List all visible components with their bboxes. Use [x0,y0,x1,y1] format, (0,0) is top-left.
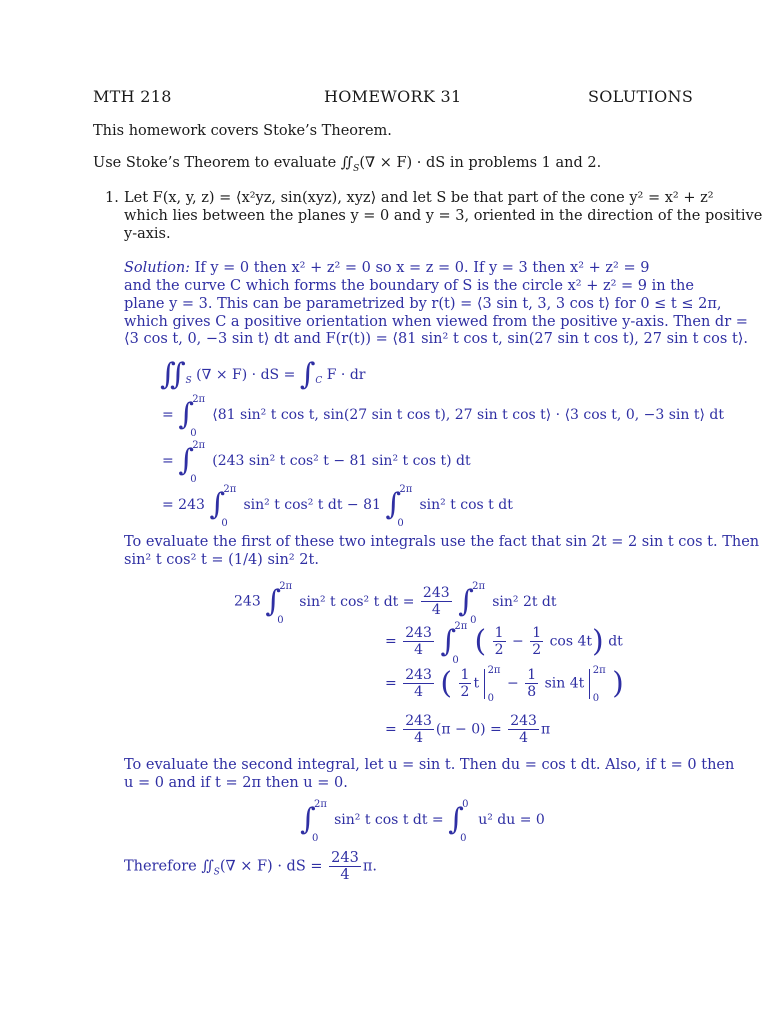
problem-line-3: y-axis. [124,226,171,242]
intro-line-2: Use Stoke’s Theorem to evaluate $∬_S(\nabla \times F)$ · dS in problems 1 and 2. [93,155,602,174]
conclusion-line: Therefore $∬_S(\nabla \times F)$ · dS = $\frac{243}{4}$ π. [124,850,377,883]
intro-line-1: This homework covers Stoke’s Theorem. [93,123,392,139]
equation-first-step-2: = $\frac{243}{4}$ ∫ 2π 0 ( $\frac{1}{2}$ − $\frac{1}{2}$ cos 4t) dt [385,620,623,666]
text2-line-2: sin² t cos² t = (1/4) sin² 2t. [124,552,319,568]
line-integral-sign: ∫ [299,357,316,392]
equation-first-integral: 243 ∫ 2π 0 sin² t cos² t dt = $\frac{243}{4}$ ∫ 2π 0 sin² 2t dt [234,580,557,626]
text3-line-2: u = 0 and if t = 2π then u = 0. [124,775,348,791]
solution-line-2: and the curve C which forms the boundary of S is the circle x² + z² = 9 in the [124,278,694,294]
solution-line-4: which gives C a positive orientation when viewed from the positive y-axis. Then dr = [124,314,748,330]
problem-line-1: Let F(x, y, z) = ⟨x²yz, sin(xyz), xyz⟩ and let S be that part of the cone y² = x² + z² [124,190,714,206]
solutions-label: SOLUTIONS [588,87,694,106]
solution-label: Solution: [124,260,191,276]
equation-step-3: = 243 ∫ 2π 0 sin² t cos² t dt − 81 ∫ 2π 0 sin² t cos t dt [162,484,513,529]
text3-line-1: To evaluate the second integral, let u = sin t. Then du = cos t dt. Also, if t = 0 then [124,757,735,773]
homework-title: HOMEWORK 31 [324,87,462,106]
equation-first-result: = $\frac{243}{4}$ (π − 0) = $\frac{243}{4}$ π [385,713,551,746]
solution-line-5: ⟨3 cos t, 0, −3 sin t⟩ dt and F(r(t)) = ⟨81 sin² t cos t, sin(27 sin t cos t), 27 sin t cos t⟩. [124,331,749,347]
equation-second-integral: ∫ 2π 0 sin² t cos t dt = ∫ 0 0 u² du = 0 [300,799,545,844]
double-integral-sign: ∬ [160,357,186,392]
problem-line-2: which lies between the planes y = 0 and y = 3, oriented in the direction of the positive [124,208,763,224]
equation-stokes: $∬_S$ (∇ × F) · dS = $\int_C$ F · dr [160,357,366,392]
solution-line-1: Solution: If y = 0 then x² + z² = 0 so x = z = 0. If y = 3 then x² + z² = 9 [124,260,650,276]
text2-line-1: To evaluate the first of these two integrals use the fact that sin 2t = 2 sin t cos t. Then [124,534,760,550]
course-code: MTH 218 [93,87,172,106]
solution-line-3: plane y = 3. This can be parametrized by r(t) = ⟨3 sin t, 3, 3 cos t⟩ for 0 ≤ t ≤ 2π, [124,296,722,312]
problem-number: 1. [105,190,119,206]
equation-first-step-3: = $\frac{243}{4}$ ( $\frac{1}{2}$ t 2π 0 − $\frac{1}{8}$ sin 4t 2π 0 ) [385,664,624,704]
equation-step-2: = ∫ 2π 0 (243 sin² t cos² t − 81 sin² t cos t) dt [162,440,471,485]
equation-step-1: = ∫ 2π 0 ⟨81 sin² t cos t, sin(27 sin t cos t), 27 sin t cos t⟩ · ⟨3 cos t, 0, −3 sin t⟩ dt [162,394,724,439]
